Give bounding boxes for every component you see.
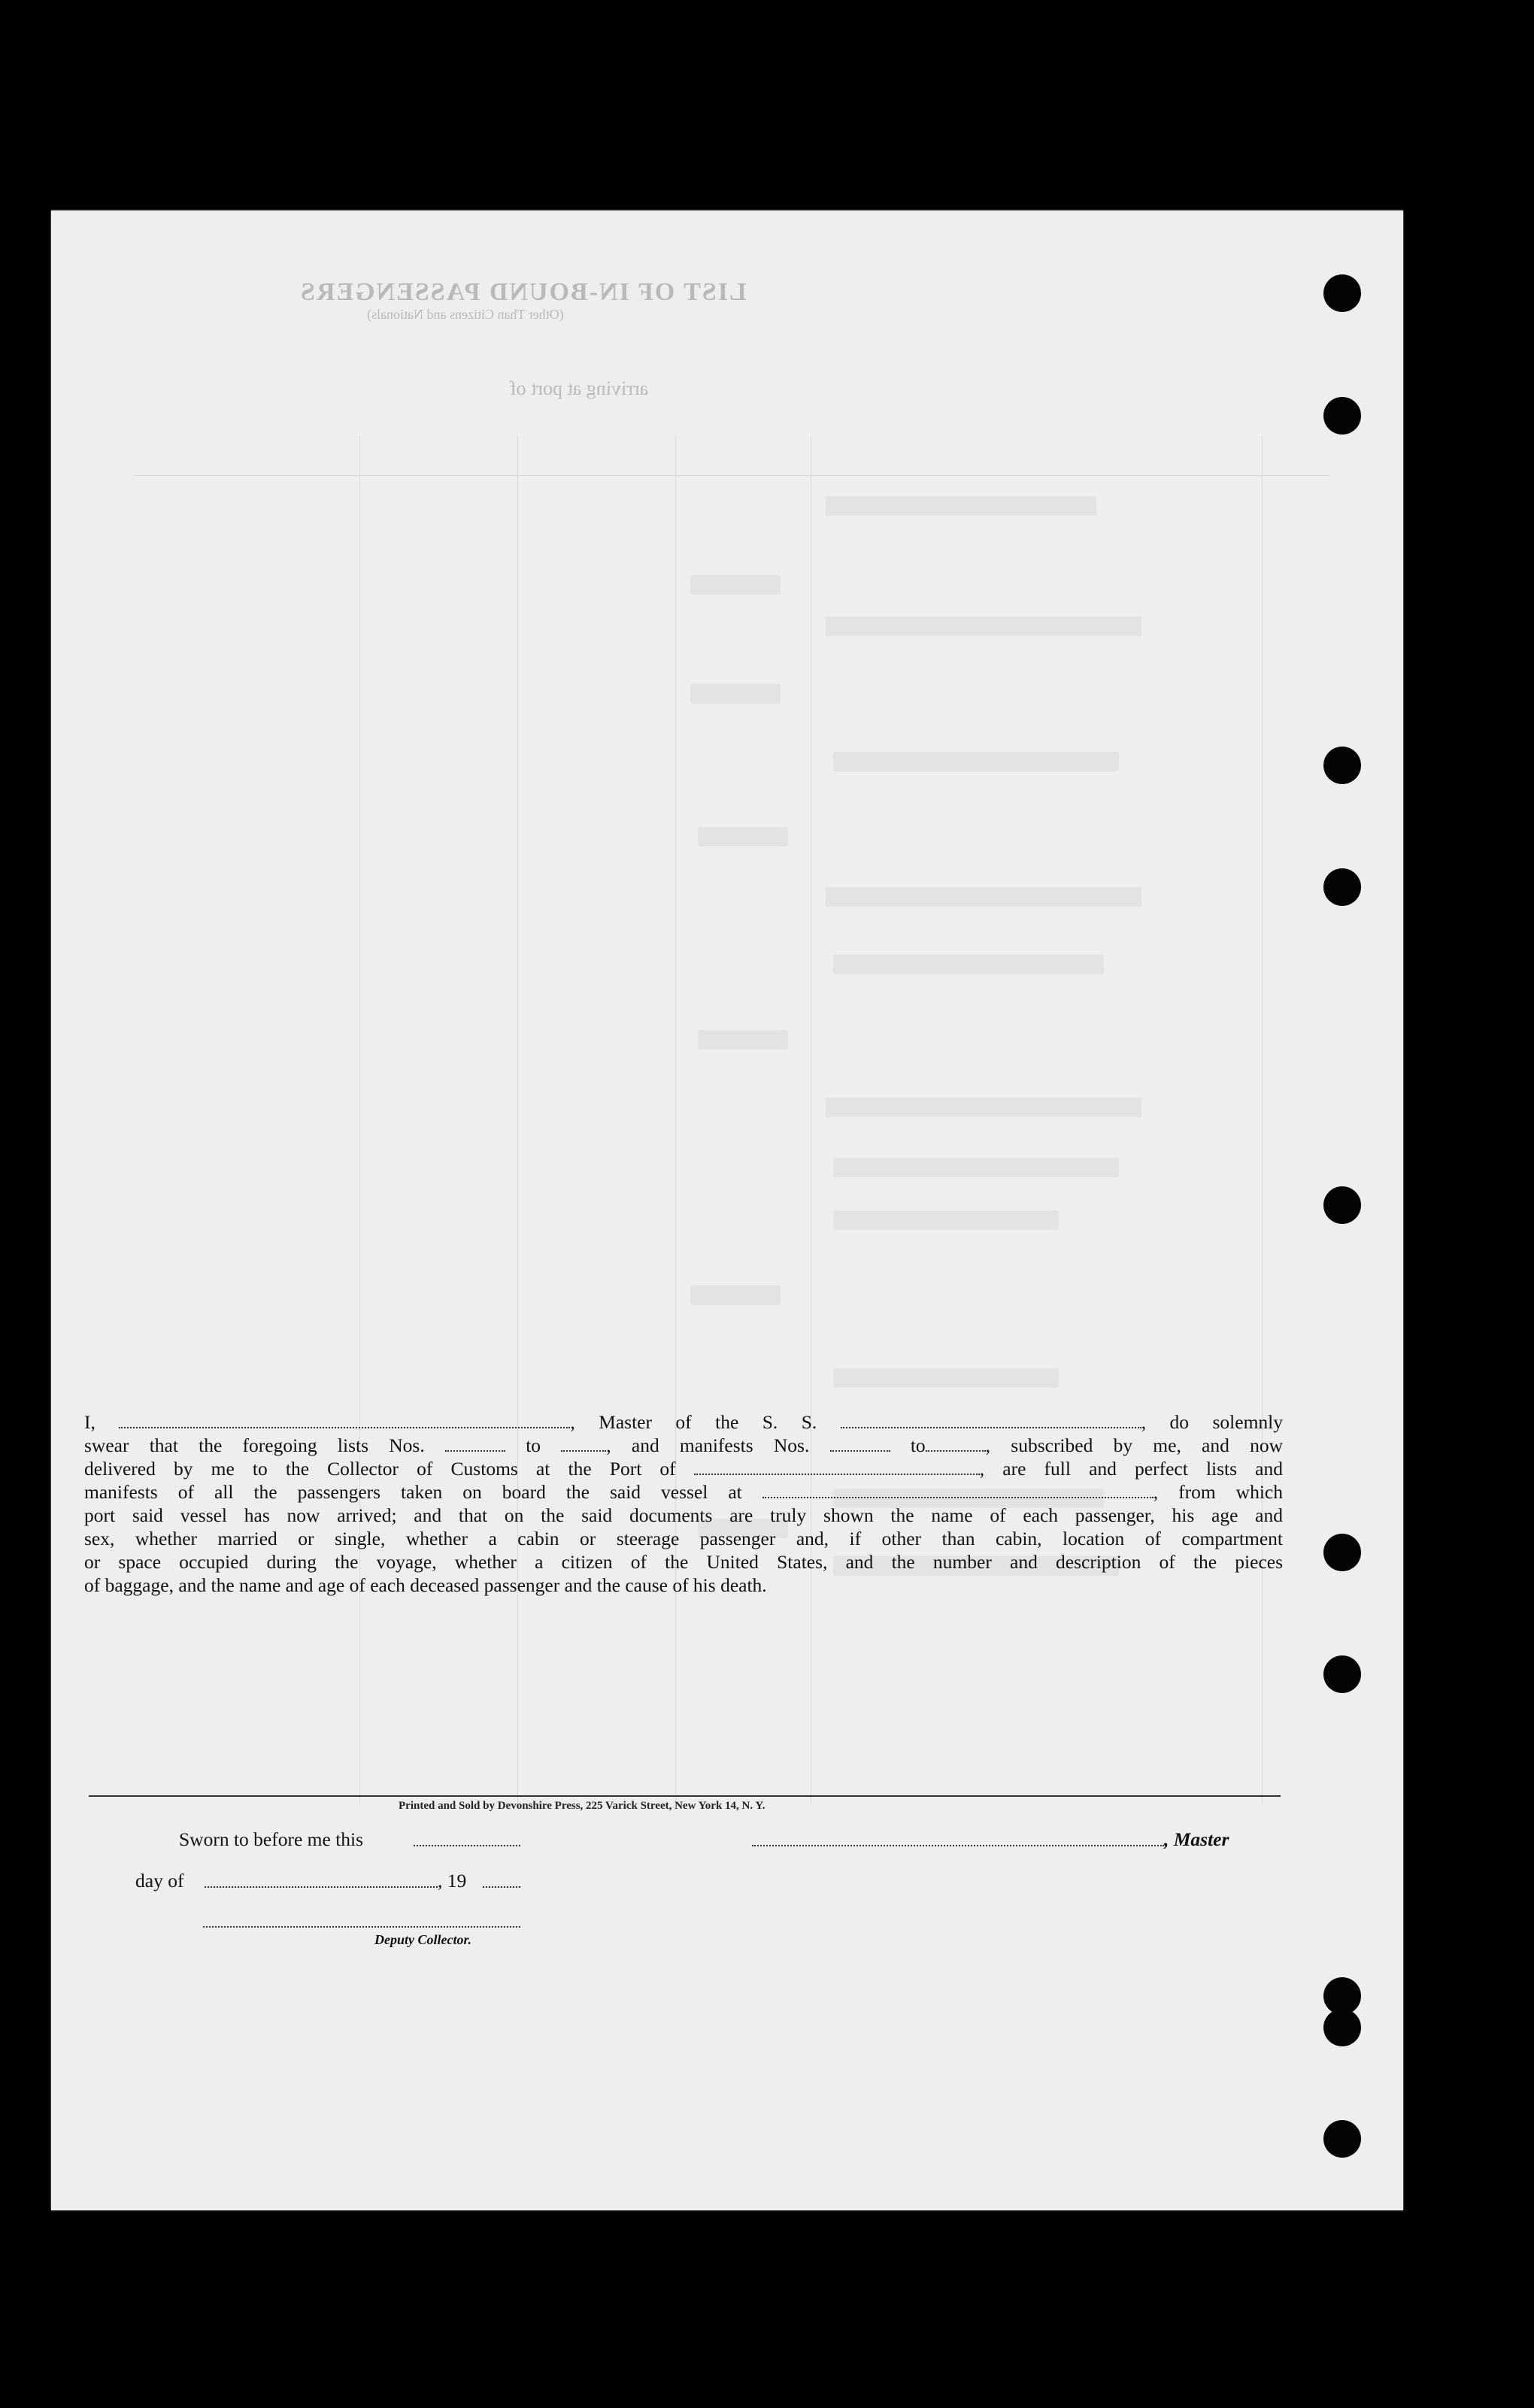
year-prefix: , 19 [438, 1870, 467, 1892]
list-to-field[interactable] [561, 1435, 606, 1452]
oath-line-2: swear that the foregoing lists Nos. to , and manifests Nos. to , subscribed by me, and now [84, 1434, 1284, 1456]
oath-line-5: port said vessel has now arrived; and that on the said documents are truly shown the name of each passenger, his age and [84, 1504, 1283, 1526]
header-subtitle: (Other Than Citizens and Nationals) [367, 307, 564, 322]
oath-paragraph [84, 1410, 1283, 1597]
master-label: , Master [1164, 1828, 1229, 1850]
punch-hole [1323, 2120, 1361, 2158]
month-field[interactable] [205, 1885, 438, 1888]
punch-hole [1323, 274, 1361, 312]
sworn-day-field[interactable] [414, 1843, 520, 1846]
oath-line-1: I, , Master of the S. S. , do solemnly [84, 1411, 1284, 1433]
oath-line-4: manifests of all the passengers taken on board the said vessel at , from which [84, 1481, 1284, 1503]
bleed-through-table [134, 436, 1329, 1804]
punch-hole [1323, 747, 1361, 784]
printer-credit: Printed and Sold by Devonshire Press, 225 Varick Street, New York 14, N. Y. [399, 1800, 765, 1812]
year-field[interactable] [483, 1885, 520, 1888]
deputy-signature-field[interactable] [203, 1925, 520, 1928]
header-arriving: arriving at port of [510, 377, 649, 399]
manifest-to-field[interactable] [926, 1435, 986, 1452]
list-from-field[interactable] [445, 1435, 505, 1452]
manifest-page [51, 211, 1403, 2210]
master-signature-field[interactable] [752, 1843, 1164, 1846]
punch-hole [1323, 1655, 1361, 1693]
oath-line-8: of baggage, and the name and age of each deceased passenger and the cause of his death. [84, 1574, 767, 1596]
embark-port-field[interactable] [762, 1482, 1154, 1498]
oath-line-3: delivered by me to the Collector of Customs at the Port of , are full and perfect lists and [84, 1458, 1284, 1480]
day-of-label: day of [135, 1870, 184, 1892]
master-name-field[interactable] [119, 1412, 570, 1428]
header-title: LIST OF IN-BOUND PASSENGERS [299, 278, 747, 306]
punch-hole [1323, 868, 1361, 906]
punch-hole [1323, 397, 1361, 435]
footer-rule [89, 1795, 1281, 1797]
oath-line-7: or space occupied during the voyage, whether a citizen of the United States, and the number and description of the pieces [84, 1551, 1283, 1573]
port-of-field[interactable] [694, 1458, 980, 1475]
punch-hole [1323, 1534, 1361, 1571]
ship-name-field[interactable] [841, 1412, 1141, 1428]
deputy-collector-label: Deputy Collector. [374, 1932, 471, 1947]
sworn-label: Sworn to before me this [179, 1828, 364, 1850]
punch-hole [1323, 1186, 1361, 1224]
punch-hole [1323, 2009, 1361, 2046]
oath-line-6: sex, whether married or single, whether a cabin or steerage passenger and, if other than cabin, location of compartment [84, 1528, 1283, 1549]
manifest-from-field[interactable] [830, 1435, 890, 1452]
